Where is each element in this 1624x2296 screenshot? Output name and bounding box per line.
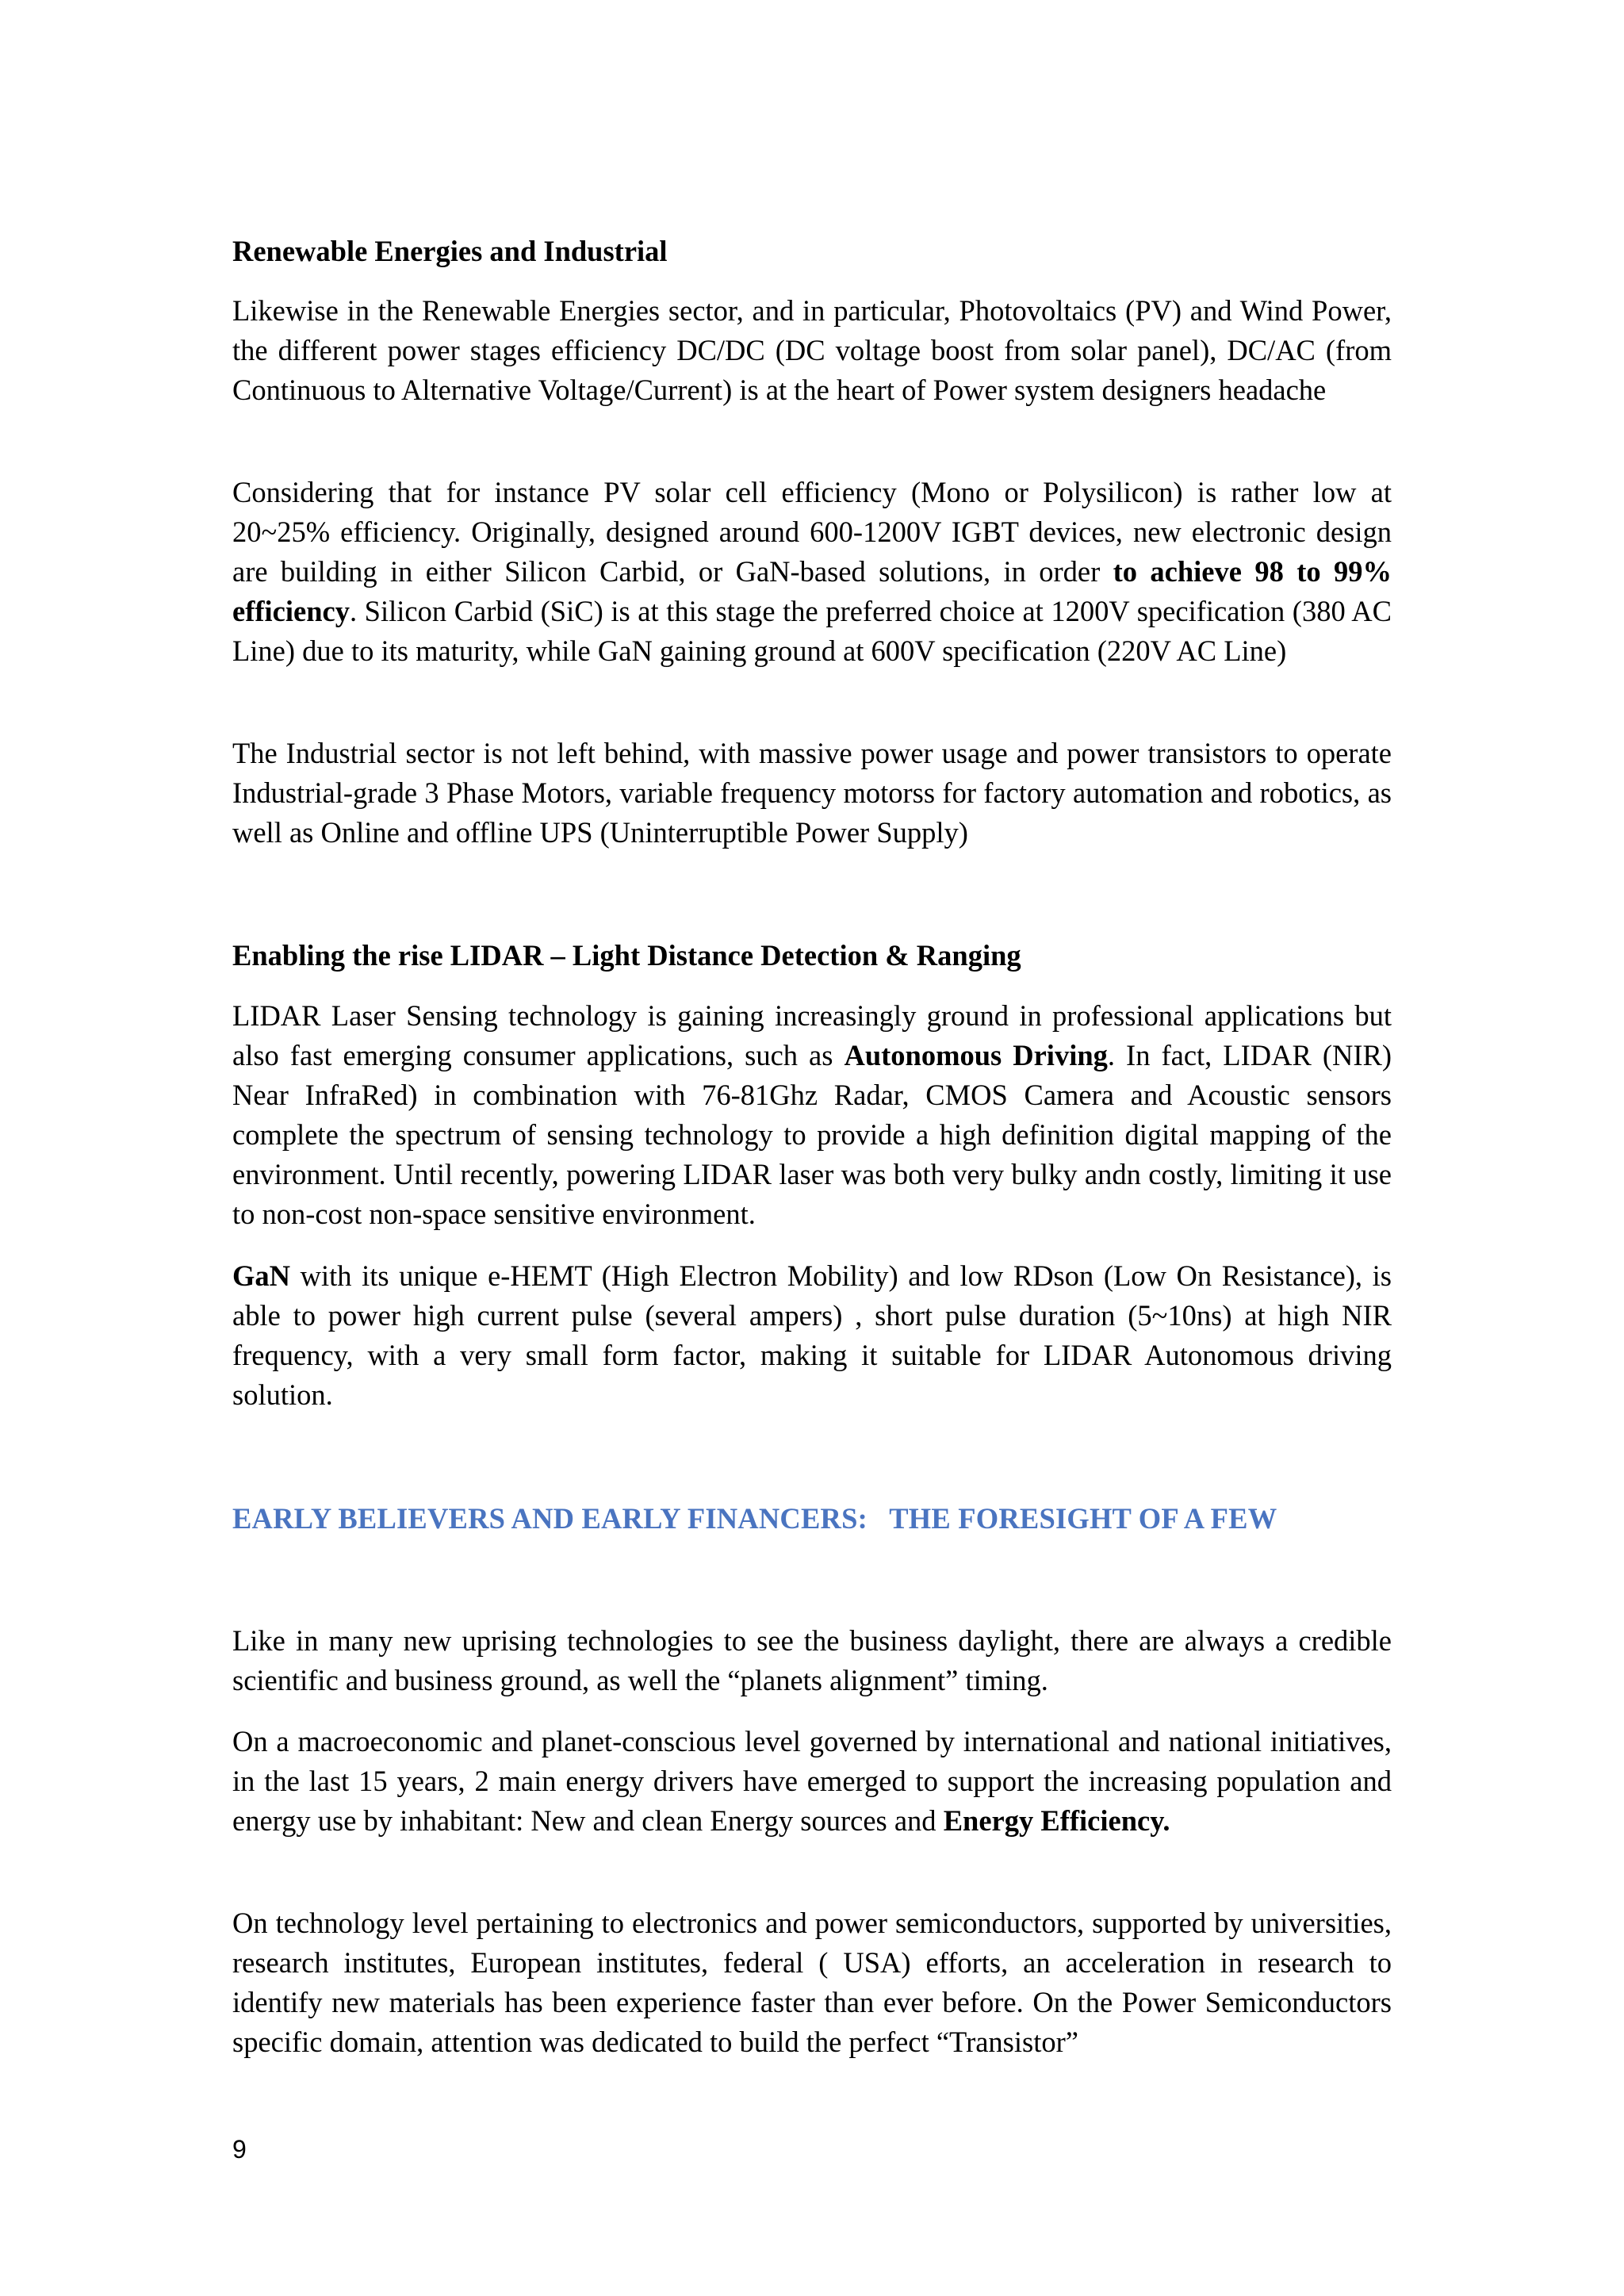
paragraph-text: On technology level pertaining to electronics and power semiconductors, supported by universities, research institutes, European institutes, federal ( USA) efforts, an acceleration in research to identify new materials has been experience faster than ever before. On the Power Semiconductors specific domain, attention was dedicated to build the perfect “Transistor” xyxy=(232,1907,1392,2058)
paragraph xyxy=(232,291,1392,410)
paragraph-text: . In fact, LIDAR (NIR) Near InfraRed) in combination with 76-81Ghz Radar, CMOS Camera and Acoustic sensors complete the spectrum of sensing technology to provide a high definition digital mapping of the environment. Until recently, powering LIDAR laser was both very bulky andn costly, limiting it use to non-cost non-space sensitive environment. xyxy=(232,1039,1392,1230)
paragraph xyxy=(232,1256,1392,1415)
section-title: EARLY BELIEVERS AND EARLY FINANCERS: THE FORESIGHT OF A FEW xyxy=(232,1502,1277,1535)
paragraph xyxy=(232,473,1392,671)
emphasis-text: Autonomous Driving xyxy=(844,1039,1108,1071)
emphasis-text: Energy Efficiency. xyxy=(943,1804,1170,1837)
paragraph xyxy=(232,734,1392,853)
paragraph-text: Likewise in the Renewable Energies sector, and in particular, Photovoltaics (PV) and Wind Power, the different power stages efficiency DC/DC (DC voltage boost from solar panel), DC/AC (from Continuous to Alternative Voltage/Current) is at the heart of Power system designers headache xyxy=(232,294,1392,406)
section-renewable-energies xyxy=(232,232,1392,271)
paragraph-text: The Industrial sector is not left behind, with massive power usage and power transistors to operate Industrial-grade 3 Phase Motors, variable frequency motorss for factory automation and robotics, as well as Online and offline UPS (Uninterruptible Power Supply) xyxy=(232,737,1392,849)
paragraph-text: Considering that for instance PV solar cell efficiency (Mono or Polysilicon) is rather low at 20~25% efficiency. Originally, designed around 600-1200V IGBT devices, new electronic design are building in either Silicon Carbid, or GaN-based solutions, in order xyxy=(232,476,1392,588)
paragraph xyxy=(232,1903,1392,2062)
paragraph-text: . Silicon Carbid (SiC) is at this stage the preferred choice at 1200V specification (380 AC Line) due to its maturity, while GaN gaining ground at 600V specification (220V AC Line) xyxy=(232,595,1392,667)
emphasis-text: GaN xyxy=(232,1259,290,1292)
section-heading: Enabling the rise LIDAR – Light Distance Detection & Ranging xyxy=(232,939,1021,972)
section-heading: Renewable Energies and Industrial xyxy=(232,235,668,267)
page-number: 9 xyxy=(232,2135,247,2164)
paragraph xyxy=(232,1722,1392,1841)
section-lidar xyxy=(232,936,1392,976)
paragraph-text: On a macroeconomic and planet-conscious level governed by international and national initiatives, in the last 15 years, 2 main energy drivers have emerged to support the increasing population and energy use by inhabitant: New and clean Energy sources and xyxy=(232,1725,1392,1837)
paragraph xyxy=(232,1621,1392,1700)
paragraph-text: Like in many new uprising technologies to see the business daylight, there are always a credible scientific and business ground, as well the “planets alignment” timing. xyxy=(232,1624,1392,1696)
paragraph xyxy=(232,996,1392,1234)
paragraph-text: with its unique e-HEMT (High Electron Mobility) and low RDson (Low On Resistance), is able to power high current pulse (several ampers) , short pulse duration (5~10ns) at high NIR frequency, with a very small form factor, making it suitable for LIDAR Autonomous driving solution. xyxy=(232,1259,1392,1411)
paragraph-text: LIDAR Laser Sensing technology is gaining increasingly ground in professional applications but also fast emerging consumer applications, such as xyxy=(232,999,1392,1071)
section-early-believers xyxy=(232,1499,1392,1539)
emphasis-text: to achieve 98 to 99% efficiency xyxy=(232,555,1392,627)
